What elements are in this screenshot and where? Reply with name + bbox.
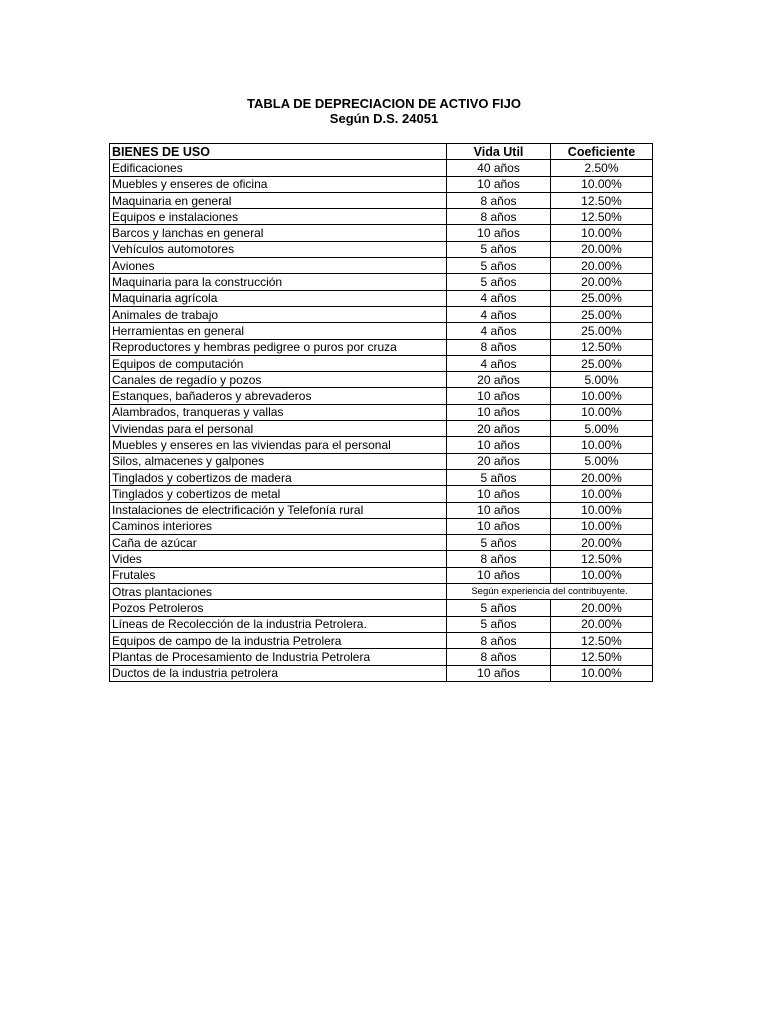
coefficient-cell: 12.50% bbox=[551, 551, 653, 567]
useful-life-cell: 8 años bbox=[447, 209, 551, 225]
useful-life-cell: 4 años bbox=[447, 355, 551, 371]
coefficient-cell: 12.50% bbox=[551, 192, 653, 208]
table-row bbox=[110, 567, 653, 583]
header-row bbox=[110, 144, 653, 160]
asset-name-cell: Estanques, bañaderos y abrevaderos bbox=[110, 388, 447, 404]
table-row bbox=[110, 665, 653, 681]
asset-name-cell: Ductos de la industria petrolera bbox=[110, 665, 447, 681]
table-row bbox=[110, 584, 653, 600]
table-row bbox=[110, 388, 653, 404]
asset-name-cell: Tinglados y cobertizos de metal bbox=[110, 486, 447, 502]
useful-life-cell: 8 años bbox=[447, 192, 551, 208]
asset-name-cell: Reproductores y hembras pedigree o puros por cruza bbox=[110, 339, 447, 355]
useful-life-cell: 20 años bbox=[447, 421, 551, 437]
table-row bbox=[110, 518, 653, 534]
asset-name-cell: Otras plantaciones bbox=[110, 584, 447, 600]
useful-life-cell: 4 años bbox=[447, 306, 551, 322]
table-row bbox=[110, 469, 653, 485]
coefficient-cell: 20.00% bbox=[551, 535, 653, 551]
document-subtitle: Según D.S. 24051 bbox=[329, 111, 439, 126]
asset-name-cell: Pozos Petroleros bbox=[110, 600, 447, 616]
table-row bbox=[110, 306, 653, 322]
useful-life-cell: 10 años bbox=[447, 486, 551, 502]
useful-life-cell: 10 años bbox=[447, 437, 551, 453]
useful-life-cell: 40 años bbox=[447, 160, 551, 176]
coefficient-cell: 10.00% bbox=[551, 225, 653, 241]
asset-name-cell: Tinglados y cobertizos de madera bbox=[110, 469, 447, 485]
asset-name-cell: Caña de azúcar bbox=[110, 535, 447, 551]
coefficient-cell: 10.00% bbox=[551, 665, 653, 681]
asset-name-cell: Maquinaria en general bbox=[110, 192, 447, 208]
asset-name-cell: Canales de regadío y pozos bbox=[110, 372, 447, 388]
coefficient-cell: 25.00% bbox=[551, 355, 653, 371]
table-row bbox=[110, 502, 653, 518]
asset-name-cell: Alambrados, tranqueras y vallas bbox=[110, 404, 447, 420]
asset-name-cell: Edificaciones bbox=[110, 160, 447, 176]
table-row bbox=[110, 404, 653, 420]
coefficient-cell: 5.00% bbox=[551, 453, 653, 469]
table-body bbox=[110, 160, 653, 682]
coefficient-cell: 25.00% bbox=[551, 306, 653, 322]
coefficient-cell: 10.00% bbox=[551, 388, 653, 404]
coefficient-cell: 10.00% bbox=[551, 486, 653, 502]
table-row bbox=[110, 535, 653, 551]
table-row bbox=[110, 290, 653, 306]
table-row bbox=[110, 649, 653, 665]
table-row bbox=[110, 616, 653, 632]
header-assets: BIENES DE USO bbox=[110, 144, 447, 160]
useful-life-cell: 20 años bbox=[447, 372, 551, 388]
asset-name-cell: Maquinaria agrícola bbox=[110, 290, 447, 306]
useful-life-cell: 8 años bbox=[447, 339, 551, 355]
useful-life-cell: 20 años bbox=[447, 453, 551, 469]
table-row bbox=[110, 632, 653, 648]
table-row bbox=[110, 323, 653, 339]
table-row bbox=[110, 372, 653, 388]
useful-life-cell: 5 años bbox=[447, 535, 551, 551]
coefficient-cell: 12.50% bbox=[551, 339, 653, 355]
life-coefficient-note-cell: Según experiencia del contribuyente. bbox=[447, 584, 653, 600]
header-coefficient: Coeficiente bbox=[551, 144, 653, 160]
useful-life-cell: 10 años bbox=[447, 388, 551, 404]
document-title-block bbox=[0, 96, 768, 126]
useful-life-cell: 10 años bbox=[447, 567, 551, 583]
coefficient-cell: 2.50% bbox=[551, 160, 653, 176]
coefficient-cell: 20.00% bbox=[551, 241, 653, 257]
header-useful-life: Vida Util bbox=[447, 144, 551, 160]
useful-life-cell: 10 años bbox=[447, 665, 551, 681]
coefficient-cell: 10.00% bbox=[551, 502, 653, 518]
asset-name-cell: Silos, almacenes y galpones bbox=[110, 453, 447, 469]
coefficient-cell: 10.00% bbox=[551, 176, 653, 192]
coefficient-cell: 10.00% bbox=[551, 567, 653, 583]
useful-life-cell: 5 años bbox=[447, 469, 551, 485]
table-row bbox=[110, 421, 653, 437]
coefficient-cell: 10.00% bbox=[551, 518, 653, 534]
coefficient-cell: 25.00% bbox=[551, 323, 653, 339]
useful-life-cell: 5 años bbox=[447, 241, 551, 257]
coefficient-cell: 12.50% bbox=[551, 649, 653, 665]
useful-life-cell: 10 años bbox=[447, 502, 551, 518]
asset-name-cell: Maquinaria para la construcción bbox=[110, 274, 447, 290]
asset-name-cell: Muebles y enseres en las viviendas para el personal bbox=[110, 437, 447, 453]
useful-life-cell: 5 años bbox=[447, 258, 551, 274]
table-row bbox=[110, 209, 653, 225]
table-row bbox=[110, 274, 653, 290]
coefficient-cell: 12.50% bbox=[551, 209, 653, 225]
coefficient-cell: 20.00% bbox=[551, 469, 653, 485]
depreciation-table bbox=[109, 143, 653, 682]
asset-name-cell: Líneas de Recolección de la industria Petrolera. bbox=[110, 616, 447, 632]
coefficient-cell: 10.00% bbox=[551, 404, 653, 420]
useful-life-cell: 8 años bbox=[447, 649, 551, 665]
table-row bbox=[110, 486, 653, 502]
useful-life-cell: 5 años bbox=[447, 600, 551, 616]
useful-life-cell: 10 años bbox=[447, 176, 551, 192]
useful-life-cell: 10 años bbox=[447, 225, 551, 241]
table-row bbox=[110, 600, 653, 616]
table-row bbox=[110, 551, 653, 567]
useful-life-cell: 8 años bbox=[447, 632, 551, 648]
asset-name-cell: Barcos y lanchas en general bbox=[110, 225, 447, 241]
table-row bbox=[110, 339, 653, 355]
coefficient-cell: 20.00% bbox=[551, 600, 653, 616]
table-row bbox=[110, 176, 653, 192]
asset-name-cell: Aviones bbox=[110, 258, 447, 274]
coefficient-cell: 20.00% bbox=[551, 616, 653, 632]
asset-name-cell: Equipos de campo de la industria Petrolera bbox=[110, 632, 447, 648]
asset-name-cell: Vehículos automotores bbox=[110, 241, 447, 257]
coefficient-cell: 12.50% bbox=[551, 632, 653, 648]
useful-life-cell: 10 años bbox=[447, 404, 551, 420]
asset-name-cell: Frutales bbox=[110, 567, 447, 583]
table-row bbox=[110, 453, 653, 469]
asset-name-cell: Equipos e instalaciones bbox=[110, 209, 447, 225]
table-row bbox=[110, 192, 653, 208]
table-header bbox=[110, 144, 653, 160]
coefficient-cell: 25.00% bbox=[551, 290, 653, 306]
table-row bbox=[110, 437, 653, 453]
useful-life-cell: 8 años bbox=[447, 551, 551, 567]
coefficient-cell: 20.00% bbox=[551, 274, 653, 290]
asset-name-cell: Equipos de computación bbox=[110, 355, 447, 371]
table-row bbox=[110, 241, 653, 257]
useful-life-cell: 4 años bbox=[447, 290, 551, 306]
asset-name-cell: Animales de trabajo bbox=[110, 306, 447, 322]
asset-name-cell: Plantas de Procesamiento de Industria Petrolera bbox=[110, 649, 447, 665]
document-title: TABLA DE DEPRECIACION DE ACTIVO FIJO bbox=[247, 96, 521, 111]
asset-name-cell: Instalaciones de electrificación y Telefonía rural bbox=[110, 502, 447, 518]
useful-life-cell: 4 años bbox=[447, 323, 551, 339]
coefficient-cell: 5.00% bbox=[551, 372, 653, 388]
useful-life-cell: 5 años bbox=[447, 616, 551, 632]
coefficient-cell: 20.00% bbox=[551, 258, 653, 274]
asset-name-cell: Muebles y enseres de oficina bbox=[110, 176, 447, 192]
table-row bbox=[110, 355, 653, 371]
asset-name-cell: Caminos interiores bbox=[110, 518, 447, 534]
table-row bbox=[110, 225, 653, 241]
coefficient-cell: 10.00% bbox=[551, 437, 653, 453]
table-row bbox=[110, 160, 653, 176]
useful-life-cell: 10 años bbox=[447, 518, 551, 534]
coefficient-cell: 5.00% bbox=[551, 421, 653, 437]
asset-name-cell: Viviendas para el personal bbox=[110, 421, 447, 437]
table-row bbox=[110, 258, 653, 274]
asset-name-cell: Vides bbox=[110, 551, 447, 567]
useful-life-cell: 5 años bbox=[447, 274, 551, 290]
asset-name-cell: Herramientas en general bbox=[110, 323, 447, 339]
